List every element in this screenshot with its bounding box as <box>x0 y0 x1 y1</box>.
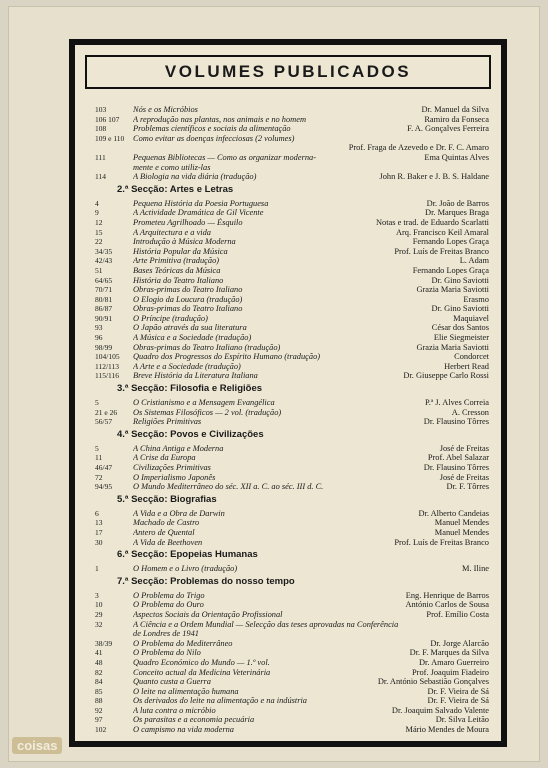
volume-title: Conceito actual da Medicina Veterinária <box>133 667 271 677</box>
volume-author: Dr. Gino Saviotti <box>431 275 489 285</box>
list-item <box>95 610 489 620</box>
volume-author: Dr. Amaro Guerreiro <box>419 657 489 667</box>
volume-author: Dr. Alberto Candeias <box>418 508 489 518</box>
volume-number: 51 <box>95 265 103 275</box>
volume-number: 88 <box>95 696 103 706</box>
list-item <box>95 668 489 678</box>
volume-number <box>95 629 133 639</box>
volume-number: 32 <box>95 619 103 629</box>
list-item <box>95 417 489 427</box>
volume-title: A Arte e a Sociedade (tradução) <box>133 361 241 371</box>
volume-author: Dr. António Sebastião Gonçalves <box>377 677 489 687</box>
list-item <box>95 323 489 333</box>
volume-title: Quanto custa a Guerra <box>133 677 211 687</box>
list-item <box>95 163 489 173</box>
volume-title: O Cristianismo e a Mensagem Evangélica <box>133 398 275 408</box>
volume-title: Bases Teóricas da Música <box>133 265 221 275</box>
volume-number: 34/35 <box>95 246 113 256</box>
list-item <box>95 725 489 735</box>
list-item <box>95 687 489 697</box>
section-heading: 6.ª Secção: Epopeias Humanas <box>117 549 258 561</box>
volume-number: 82 <box>95 667 103 677</box>
volume-number: 103 <box>95 105 107 114</box>
list-item <box>95 398 489 408</box>
volume-number: 108 <box>95 124 107 134</box>
volume-author: Dr. F. Vieira de Sá <box>427 696 489 706</box>
list-item <box>95 463 489 473</box>
volume-title: Os parasitas e a economia pecuária <box>133 715 255 725</box>
volume-number: 29 <box>95 609 103 619</box>
volume-title: Quadro Económico do Mundo — 1.º vol. <box>133 657 270 667</box>
volume-author: Prof. Joaquim Fiadeiro <box>412 667 489 677</box>
volume-author: César dos Santos <box>431 323 489 333</box>
volume-title: Arte Primitiva (tradução) <box>133 256 220 266</box>
list-item <box>95 333 489 343</box>
list-item <box>95 538 489 548</box>
volume-title: Antero de Quental <box>133 527 195 537</box>
volume-author: Prof. Emílio Costa <box>426 609 489 619</box>
volume-author: Dr. Flausino Tôrres <box>423 463 489 472</box>
volume-number: 38/39 <box>95 638 113 648</box>
volume-title: O Homem e o Livro (tradução) <box>133 564 238 574</box>
list-item <box>95 285 489 295</box>
volume-title: Civilizações Primitivas <box>133 463 211 472</box>
section-heading: 2.ª Secção: Artes e Letras <box>117 183 234 195</box>
list-item <box>95 620 489 630</box>
volume-number: 112/113 <box>95 361 120 371</box>
volume-author: Herbert Read <box>444 361 489 371</box>
volume-number: 22 <box>95 237 103 247</box>
volume-number: 11 <box>95 453 103 463</box>
volume-title: Os derivados do leite na alimentação e na indústria <box>133 696 307 706</box>
volume-number: 41 <box>95 648 103 658</box>
volume-number: 42/43 <box>95 256 113 266</box>
volume-author: Dr. Gino Saviotti <box>431 304 489 314</box>
list-item <box>95 199 489 209</box>
list-item <box>95 276 489 286</box>
list-item <box>95 362 489 372</box>
volume-author: Dr. F. Tôrres <box>446 482 489 492</box>
list-item <box>95 266 489 276</box>
list-item <box>95 591 489 601</box>
volume-number: 48 <box>95 657 103 667</box>
section-heading: 7.ª Secção: Problemas do nosso tempo <box>117 575 295 587</box>
volume-title: Os Sistemas Filosóficos — 2 vol. (tradução) <box>133 407 282 417</box>
list-item <box>95 639 489 649</box>
volume-author: Fernando Lopes Graça <box>412 237 489 247</box>
volume-author: Prof. Fraga de Azevedo e Dr. F. C. Amaro <box>348 143 489 153</box>
volume-author: Manuel Mendes <box>434 527 489 537</box>
black-border-frame <box>69 39 507 747</box>
volume-title: O Príncipe (tradução) <box>133 313 208 323</box>
volume-title: O leite na alimentação humana <box>133 686 239 696</box>
list-item <box>95 237 489 247</box>
list-item <box>95 509 489 519</box>
volume-number: 115/116 <box>95 371 120 381</box>
list-item <box>95 124 489 134</box>
volume-title: Pequena História da Poesia Portuguesa <box>133 198 269 208</box>
list-item <box>95 518 489 528</box>
volume-title: O campismo na vida moderna <box>133 725 234 735</box>
volume-author: Dr. Jorge Alarcão <box>430 638 489 648</box>
volume-number: 93 <box>95 323 103 333</box>
list-item <box>95 453 489 463</box>
volume-author: Manuel Mendes <box>434 518 489 528</box>
volume-title: A Biologia na vida diária (tradução) <box>133 172 257 182</box>
volume-author: Ema Quintas Alves <box>424 152 489 162</box>
volume-author: Fernando Lopes Graça <box>412 265 489 275</box>
volume-title <box>133 143 343 153</box>
volume-number: 6 <box>95 508 99 518</box>
volume-title: de Londres de 1941 <box>133 629 199 639</box>
volume-number: 3 <box>95 590 99 600</box>
list-item <box>95 208 489 218</box>
volume-author <box>483 134 489 144</box>
volume-title: Obras-primas do Teatro Italiano (tradução) <box>133 342 281 352</box>
volume-number: 72 <box>95 472 103 482</box>
volume-number: 5 <box>95 443 99 453</box>
volume-number: 21 e 26 <box>95 407 118 417</box>
list-item <box>95 629 489 639</box>
list-item <box>95 143 489 153</box>
volume-title: O Problema do Nilo <box>133 648 201 658</box>
volume-author: Dr. Manuel da Silva <box>421 105 489 114</box>
volume-title: A Ciência e a Ordem Mundial — Selecção das teses aprovadas na Conferência <box>133 619 399 629</box>
volume-number <box>95 163 133 173</box>
volume-author: L. Adam <box>459 256 489 266</box>
volume-number: 5 <box>95 398 99 408</box>
watermark-logo: coisas <box>12 737 62 754</box>
volume-author: Grazia Maria Saviotti <box>416 342 489 352</box>
volume-title: O Problema do Ouro <box>133 600 204 610</box>
volume-title: A Actividade Dramática de Gil Vicente <box>133 208 264 218</box>
list-item <box>95 256 489 266</box>
list-item <box>95 677 489 687</box>
list-item <box>95 105 489 115</box>
volume-title: Quadro dos Progressos do Espírito Humano (tradução) <box>133 352 321 362</box>
volume-author: Arq. Francisco Keil Amaral <box>395 227 489 237</box>
volume-number: 9 <box>95 208 99 218</box>
volume-author: José de Freitas <box>439 443 489 453</box>
volume-author: Prof. Luís de Freitas Branco <box>394 246 489 256</box>
section-heading: 5.ª Secção: Biografias <box>117 493 217 505</box>
list-item <box>95 408 489 418</box>
volume-title: Pequenas Bibliotecas — Como as organizar moderna- <box>133 152 316 162</box>
volume-title: Nós e os Micróbios <box>133 105 198 114</box>
volume-author: José de Freitas <box>439 472 489 482</box>
list-item <box>95 658 489 668</box>
list-item <box>95 706 489 716</box>
volume-title: Machado de Castro <box>133 518 200 528</box>
volume-title: Problemas científicos e sociais da alimentação <box>133 124 291 134</box>
volume-author: M. Iline <box>462 564 489 574</box>
list-item <box>95 600 489 610</box>
catalog-list <box>95 105 489 735</box>
volume-title: A reprodução nas plantas, nos animais e no homem <box>133 114 306 124</box>
volume-title: Obras-primas do Teatro Italiano <box>133 304 243 314</box>
volume-number: 94/95 <box>95 482 113 492</box>
list-item <box>95 528 489 538</box>
list-item <box>95 352 489 362</box>
volume-author: Prof. Abel Salazar <box>427 453 489 463</box>
volume-author: Grazia Maria Saviotti <box>416 285 489 295</box>
volume-author: Notas e trad. de Eduardo Scarlatti <box>375 217 489 227</box>
volume-author: Dr. Flausino Tôrres <box>423 417 489 427</box>
volume-author: Dr. F. Vieira de Sá <box>427 686 489 696</box>
title-text: VOLUMES PUBLICADOS <box>164 62 412 81</box>
volume-number: 114 <box>95 172 106 182</box>
section-heading: 3.ª Secção: Filosofia e Religiões <box>117 383 263 395</box>
volume-title: A Música e a Sociedade (tradução) <box>133 333 252 343</box>
volume-number: 17 <box>95 527 103 537</box>
volume-number: 96 <box>95 333 103 343</box>
list-item <box>95 715 489 725</box>
volume-number: 56/57 <box>95 417 113 427</box>
volume-author <box>483 620 489 630</box>
volume-number: 92 <box>95 705 103 715</box>
volume-title: O Elogio da Loucura (tradução) <box>133 294 243 304</box>
list-item <box>95 648 489 658</box>
book-back-cover <box>8 6 540 762</box>
list-item <box>95 343 489 353</box>
volume-number: 46/47 <box>95 463 113 472</box>
volume-number: 85 <box>95 686 103 696</box>
volume-author: Ramiro da Fonseca <box>424 114 489 124</box>
volume-author: António Carlos de Sousa <box>405 600 489 610</box>
volume-number: 90/91 <box>95 313 113 323</box>
volume-number: 70/71 <box>95 285 113 295</box>
volume-title: A luta contra o micróbio <box>133 705 216 715</box>
list-item <box>95 247 489 257</box>
volume-number: 109 e 110 <box>95 133 125 143</box>
volume-number <box>95 143 133 153</box>
volume-title: A Crise da Europa <box>133 453 196 463</box>
volume-title: O Problema do Trigo <box>133 590 205 600</box>
list-item <box>95 564 489 574</box>
volume-title: A Vida e a Obra de Darwin <box>133 508 225 518</box>
volume-author: Elie Siegmeister <box>433 333 489 343</box>
list-item <box>95 444 489 454</box>
volume-number: 98/99 <box>95 342 113 352</box>
volume-number: 102 <box>95 725 107 735</box>
volume-title: Obras-primas do Teatro Italiano <box>133 285 243 295</box>
volume-number: 1 <box>95 564 99 574</box>
volume-author: Dr. F. Marques da Silva <box>409 648 489 658</box>
list-item <box>95 153 489 163</box>
list-item <box>95 473 489 483</box>
volume-number: 4 <box>95 198 99 208</box>
list-item <box>95 228 489 238</box>
volume-number: 30 <box>95 537 103 547</box>
list-item <box>95 172 489 182</box>
section-heading: 4.ª Secção: Povos e Civilizações <box>117 428 264 440</box>
list-item <box>95 371 489 381</box>
list-item <box>95 304 489 314</box>
volume-author: A. Cresson <box>451 407 489 417</box>
volume-author: Maquiavel <box>453 313 489 323</box>
volume-number: 80/81 <box>95 294 113 304</box>
volume-number: 111 <box>95 152 106 162</box>
volume-title: História do Teatro Italiano <box>133 275 224 285</box>
volume-number: 13 <box>95 518 103 528</box>
volume-title: O Mundo Mediterrâneo do séc. XII a. C. ao séc. III d. C. <box>133 482 324 492</box>
page-title <box>85 55 491 89</box>
volume-title: Introdução à Música Moderna <box>133 237 236 247</box>
volume-author: Condorcet <box>454 352 489 362</box>
volume-author: Eng. Henrique de Barros <box>405 590 489 600</box>
volume-author: Dr. Giuseppe Carlo Rossi <box>403 371 489 381</box>
volume-author: F. A. Gonçalves Ferreira <box>407 124 489 134</box>
volume-author: Dr. João de Barros <box>426 198 489 208</box>
list-item <box>95 314 489 324</box>
volume-number: 84 <box>95 677 103 687</box>
volume-author <box>483 629 489 639</box>
volume-number: 106 107 <box>95 114 120 124</box>
volume-title: Aspectos Sociais da Orientação Profissional <box>133 609 283 619</box>
volume-title: Prometeu Agrilhoado — Ésquilo <box>133 217 243 227</box>
volume-number: 64/65 <box>95 275 113 285</box>
volume-number: 97 <box>95 715 103 725</box>
volume-title: O Imperialismo Japonês <box>133 472 216 482</box>
volume-title: O Japão através da sua literatura <box>133 323 247 333</box>
volume-title: Religiões Primitivas <box>133 417 202 427</box>
volume-title: A China Antiga e Moderna <box>133 443 224 453</box>
volume-number: 15 <box>95 227 103 237</box>
volume-author: Dr. Joaquim Salvado Valente <box>391 705 489 715</box>
volume-title: mente e como utiliz-las <box>133 162 211 172</box>
volume-author: Mário Mendes de Moura <box>405 725 489 735</box>
volume-number: 10 <box>95 600 103 610</box>
volume-number: 86/87 <box>95 304 113 314</box>
volume-number: 104/105 <box>95 352 120 362</box>
volume-number: 12 <box>95 217 103 227</box>
volume-title: Breve História da Literatura Italiana <box>133 371 258 381</box>
volume-author: P.ª J. Alves Correia <box>425 398 489 408</box>
volume-title: A Vida de Beethoven <box>133 537 203 547</box>
list-item <box>95 482 489 492</box>
list-item <box>95 134 489 144</box>
volume-title: História Popular da Música <box>133 246 228 256</box>
volume-author: Prof. Luís de Freitas Branco <box>394 537 489 547</box>
list-item <box>95 295 489 305</box>
list-item <box>95 696 489 706</box>
list-item <box>95 218 489 228</box>
volume-author: Dr. Silva Leitão <box>435 715 489 725</box>
volume-author: John R. Baker e J. B. S. Haldane <box>379 172 489 182</box>
volume-author: Dr. Marques Braga <box>425 208 489 218</box>
list-item <box>95 115 489 125</box>
volume-title: A Arquitectura e a vida <box>133 227 211 237</box>
volume-title: O Problema do Mediterrâneo <box>133 638 233 648</box>
volume-author: Erasmo <box>463 294 489 304</box>
volume-author <box>483 163 489 173</box>
volume-title: Como evitar as doenças infecciosas (2 volumes) <box>133 133 295 143</box>
